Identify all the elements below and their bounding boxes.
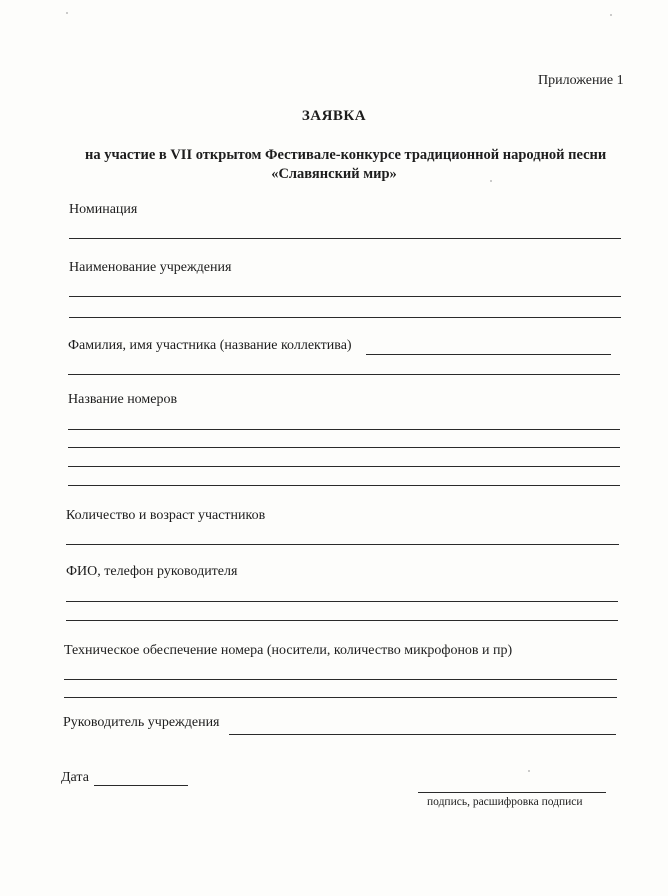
institution-line-1 [69, 296, 621, 297]
date-label: Дата [61, 770, 89, 785]
scan-speck [528, 770, 530, 772]
numbers-label: Название номеров [68, 392, 178, 407]
tech-label: Техническое обеспечение номера (носители, количество микрофонов и пр) [64, 643, 513, 658]
leader-line-1 [66, 601, 618, 602]
scan-speck [490, 180, 492, 182]
nomination-line [69, 238, 621, 239]
participant-line-inline [366, 354, 611, 355]
head-signature-line [229, 734, 616, 735]
appendix-label: Приложение 1 [538, 73, 624, 88]
numbers-line-2 [68, 447, 620, 448]
tech-line-1 [64, 679, 617, 680]
institution-line-2 [69, 317, 621, 318]
numbers-line-3 [68, 466, 620, 467]
participant-label: Фамилия, имя участника (название коллектива) [68, 338, 352, 353]
leader-line-2 [66, 620, 618, 621]
tech-line-2 [64, 697, 617, 698]
participant-line-2 [68, 374, 620, 375]
signature-caption: подпись, расшифровка подписи [427, 796, 583, 808]
leader-label: ФИО, телефон руководителя [66, 564, 238, 579]
scan-speck [610, 14, 612, 16]
head-label: Руководитель учреждения [63, 715, 220, 730]
date-line [94, 785, 188, 786]
numbers-line-1 [68, 429, 620, 430]
count-age-label: Количество и возраст участников [66, 508, 266, 523]
count-age-line [66, 544, 619, 545]
institution-label: Наименование учреждения [69, 260, 232, 275]
scan-speck [66, 12, 68, 14]
form-title: ЗАЯВКА [301, 108, 367, 124]
nomination-label: Номинация [69, 202, 138, 217]
form-subtitle-line1: на участие в VII открытом Фестивале-конкурсе традиционной народной песни [85, 147, 607, 163]
numbers-line-4 [68, 485, 620, 486]
signature-line [418, 792, 606, 793]
form-subtitle-line2: «Славянский мир» [271, 166, 397, 182]
